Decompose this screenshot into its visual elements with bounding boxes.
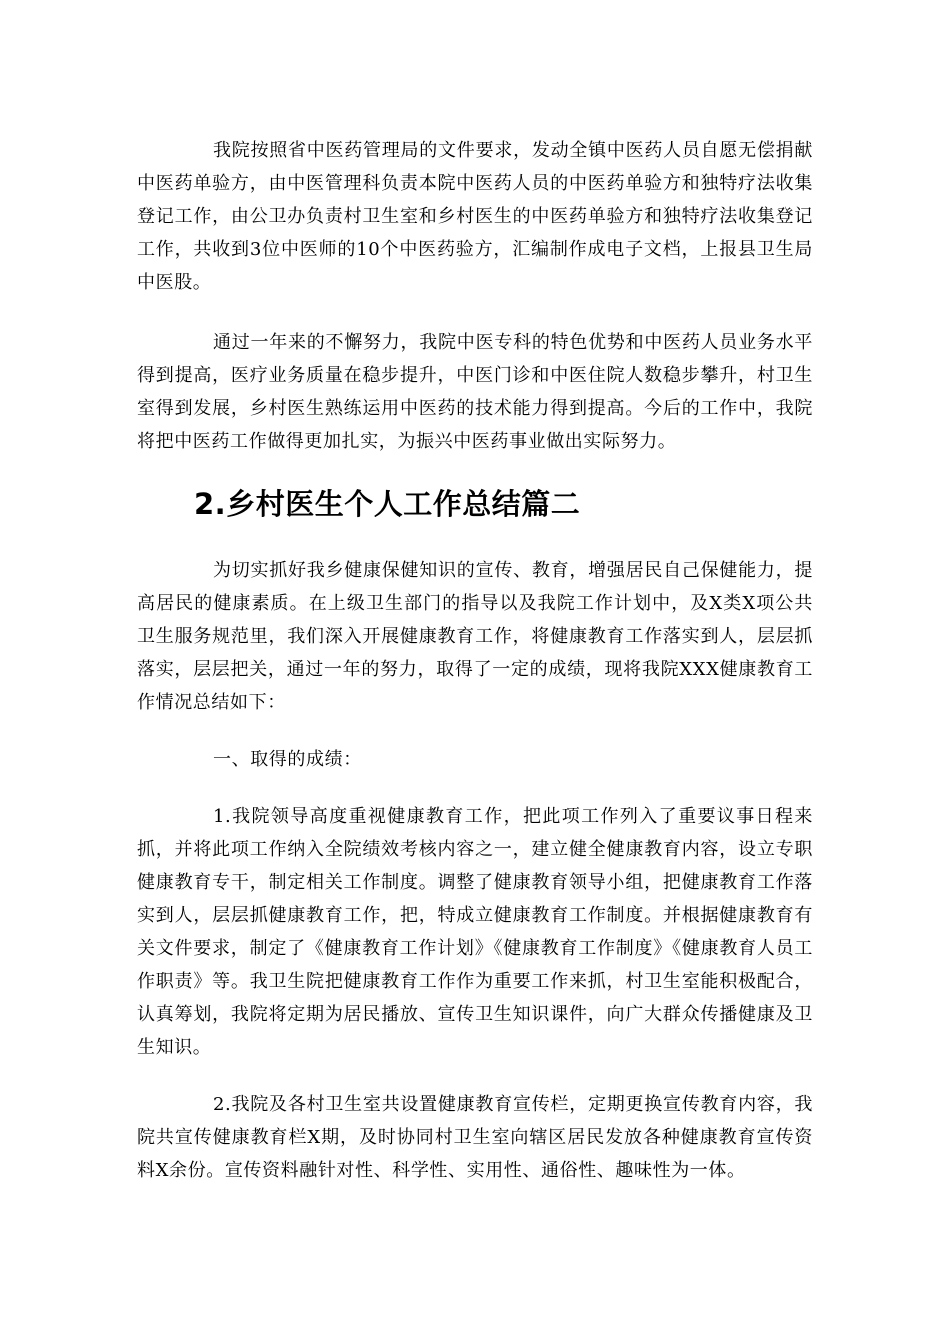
paragraph-year-summary: 通过一年来的不懈努力，我院中医专科的特色优势和中医药人员业务水平得到提高，医疗业务质量在稳步提升，中医门诊和中医住院人数稳步攀升，村卫生室得到发展，乡村医生熟练运用中医药的技术能力得到提高。今后的工作中，我院将把中医药工作做得更加扎实，为振兴中医药事业做出实际努力。 bbox=[137, 332, 813, 452]
paragraph-health-education-intro: 为切实抓好我乡健康保健知识的宣传、教育，增强居民自己保健能力，提高居民的健康素质。在上级卫生部门的指导以及我院工作计划中，及X类X项公共卫生服务规范里，我们深入开展健康教育工作，将健康教育工作落实到人，层层抓落实，层层把关，通过一年的努力，取得了一定的成绩，现将我院XXX健康教育工作情况总结如下： bbox=[137, 560, 813, 713]
paragraph-item-2: 2.我院及各村卫生室共设置健康教育宣传栏，定期更换宣传教育内容，我院共宣传健康教育栏X期，及时协同村卫生室向辖区居民发放各种健康教育宣传资料X余份。宣传资料融针对性、科学性、实用性、通俗性、趣味性为一体。 bbox=[137, 1094, 813, 1181]
paragraph-folk-prescriptions: 我院按照省中医药管理局的文件要求，发动全镇中医药人员自愿无偿捐献中医药单验方，由中医管理科负责本院中医药人员的中医药单验方和独特疗法收集登记工作，由公卫办负责村卫生室和乡村医生的中医药单验方和独特疗法收集登记工作，共收到3位中医师的10个中医药验方，汇编制作成电子文档，上报县卫生局中医股。 bbox=[137, 140, 813, 293]
document-body bbox=[137, 134, 813, 1187]
paragraph-item-1: 1.我院领导高度重视健康教育工作，把此项工作列入了重要议事日程来抓，并将此项工作纳入全院绩效考核内容之一，建立健全健康教育内容，设立专职健康教育专干，制定相关工作制度。调整了健康教育领导小组，把健康教育工作落实到人，层层抓健康教育工作，把，特成立健康教育工作制度。并根据健康教育有关文件要求，制定了《健康教育工作计划》《健康教育工作制度》《健康教育人员工作职责》等。我卫生院把健康教育工作作为重要工作来抓，村卫生室能积极配合，认真筹划，我院将定期为居民播放、宣传卫生知识课件，向广大群众传播健康及卫生知识。 bbox=[137, 806, 813, 1058]
section-heading: 2.乡村医生个人工作总结篇二 bbox=[194, 487, 581, 521]
paragraph-achievements-heading: 一、取得的成绩： bbox=[213, 749, 362, 770]
